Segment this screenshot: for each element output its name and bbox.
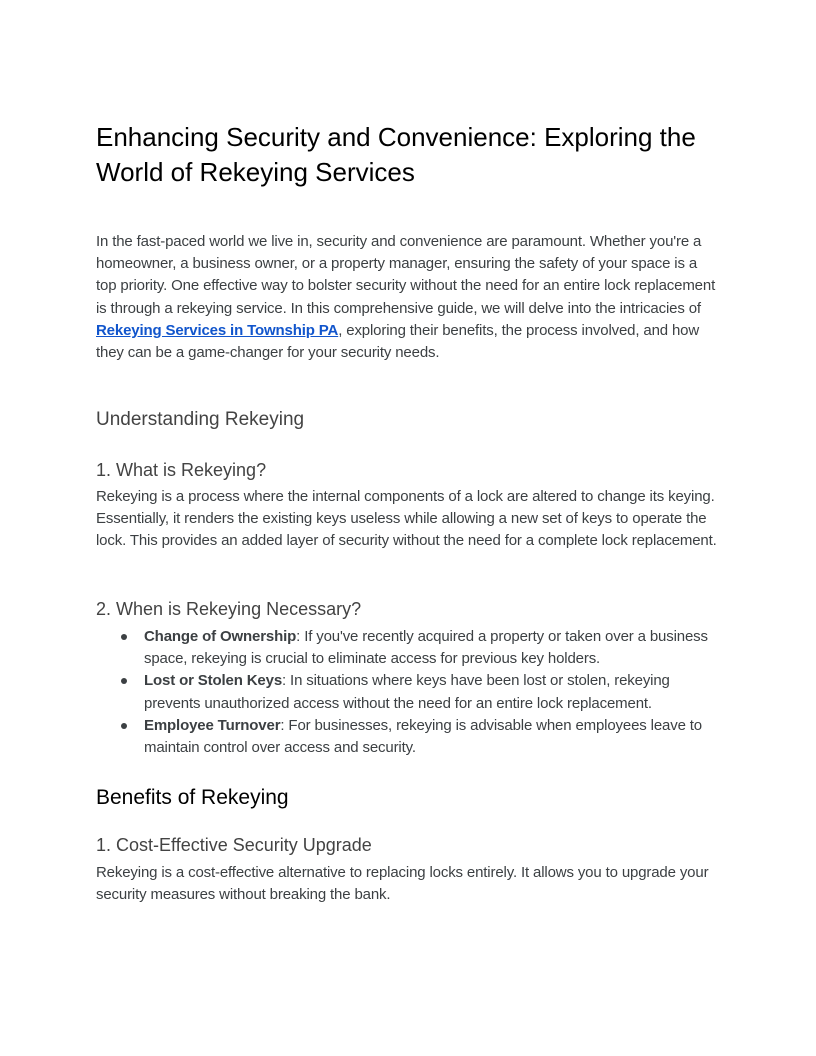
section-heading-understanding-rekeying: Understanding Rekeying [96,409,305,430]
rekeying-reasons-list [96,626,720,759]
list-item-lost-or-stolen-keys [96,670,720,714]
list-item-change-of-ownership [96,626,720,670]
list-item-employee-turnover [96,715,720,759]
subheading-when-is-rekeying-necessary: 2. When is Rekeying Necessary? [96,599,362,619]
list-item-term: Employee Turnover [144,716,281,734]
list-item-term: Lost or Stolen Keys [144,672,283,690]
cost-effective-paragraph: Rekeying is a cost-effective alternative to replacing locks entirely. It allows you to upgrade your security measures without breaking the bank. [96,864,709,904]
list-item-text: : In situations where keys have been lost or stolen, rekeying prevents unauthorized access without the need for an entire lock replacement. [144,672,670,712]
bullet-icon [121,634,127,640]
intro-text-after-link: , exploring their benefits, the process involved, and how they can be a game-changer for your security needs. [96,321,700,362]
intro-text-before-link: In the fast-paced world we live in, security and convenience are paramount. Whether you're a homeowner, a business owner, or a property manager, ensuring the safety of your space is a top priority. One effective way to bolster security without the need for an entire lock replacement is through a rekeying service. In this comprehensive guide, we will delve into the intricacies of [96,233,716,317]
bullet-icon [121,678,127,684]
list-item-text: : For businesses, rekeying is advisable when employees leave to maintain control over access and security. [144,716,703,757]
subheading-what-is-rekeying: 1. What is Rekeying? [96,460,267,480]
intro-paragraph [96,231,720,364]
subheading-cost-effective-security-upgrade: 1. Cost-Effective Security Upgrade [96,835,372,855]
what-is-rekeying-paragraph: Rekeying is a process where the internal components of a lock are altered to change its keying. Essentially, it renders the existing keys useless while allowing a new set of keys to operate the lock. This provides an added layer of security without the need for a complete lock replacement. [96,488,717,550]
list-item-text: : If you've recently acquired a property or taken over a business space, rekeying is crucial to eliminate access for previous key holders. [144,628,708,668]
bullet-icon [121,723,127,729]
rekeying-services-link[interactable]: Rekeying Services in Township PA [96,321,339,339]
document-title: Enhancing Security and Convenience: Exploring the World of Rekeying Services [96,122,696,187]
list-item-term: Change of Ownership [144,628,297,645]
section-heading-benefits-of-rekeying: Benefits of Rekeying [96,786,289,809]
